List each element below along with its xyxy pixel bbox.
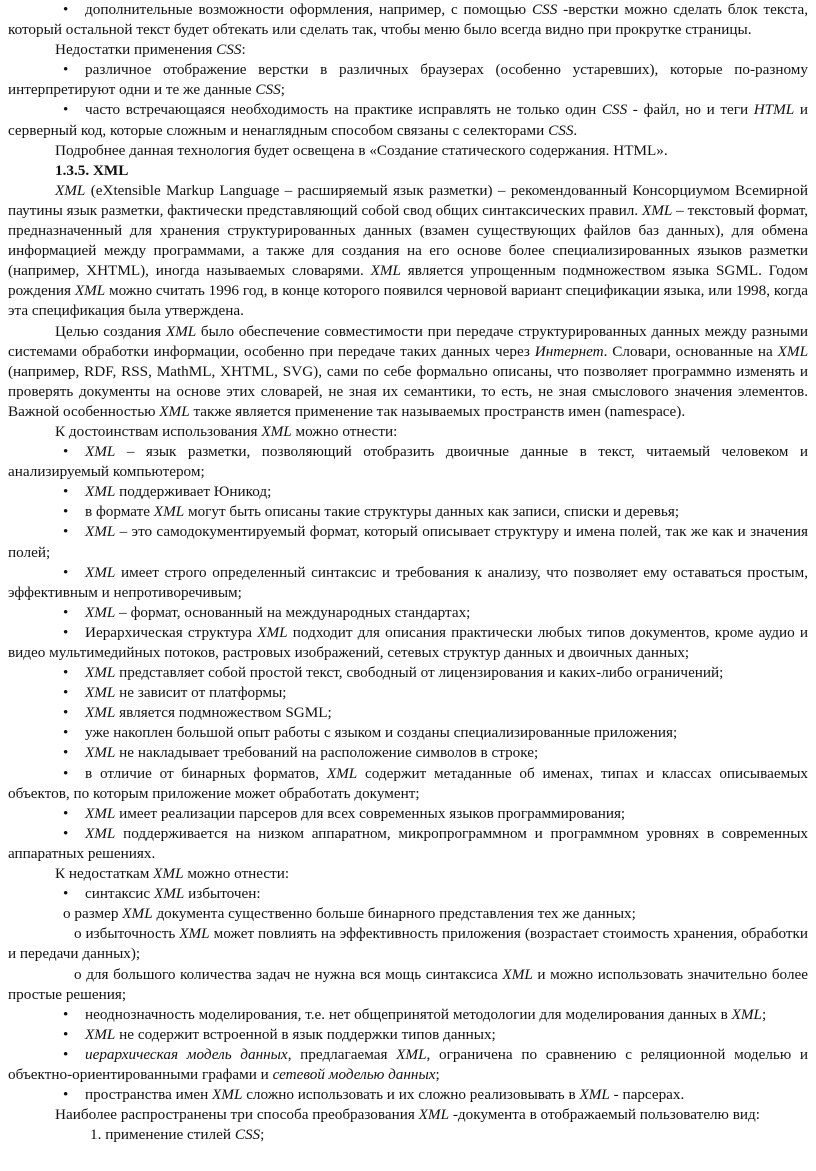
advantage-item: • в формате XML могут быть описаны такие структуры данных как записи, списки и деревья; (8, 502, 808, 522)
advantage-item: • XML представляет собой простой текст, свободный от лицензирования и каких-либо ограничений; (8, 663, 808, 683)
numbered-item-1: 1. применение стилей CSS; (90, 1126, 265, 1144)
advantage-item: • XML имеет строго определенный синтаксис и требования к анализу, что позволяет ему оставаться простым, эффективным и непротиворечивым; (8, 563, 808, 601)
bullet-item-browsers: • различное отображение верстки в различных браузерах (особенно устаревших), которые по-разному интерпретируют одни и те же данные CSS; (8, 61, 808, 99)
bullet-item-namespaces: • пространства имен XML сложно использовать и их сложно реализовывать в XML - парсерах. (8, 1085, 808, 1105)
paragraph-css-drawbacks: Недостатки применения CSS: (55, 41, 246, 59)
paragraph-disadvantages-intro: К недостаткам XML можно отнести: (55, 865, 290, 883)
bullet-icon: • (63, 563, 69, 581)
advantage-item: • XML имеет реализации парсеров для всех современных языков программирования; (8, 804, 808, 824)
advantage-item: • XML – это самодокументируемый формат, который описывает структуру и имена полей, так же как и значения полей; (8, 523, 808, 561)
bullet-icon: • (63, 1045, 69, 1063)
bullet-icon: • (63, 664, 69, 682)
bullet-icon: • (63, 523, 69, 541)
paragraph-advantages-intro: К достоинствам использования XML можно отнести: (55, 422, 398, 440)
advantage-item: • XML поддерживается на низком аппаратном, микропрограммном и программном уровнях в современных аппаратных решениях. (8, 824, 808, 862)
advantage-item: • XML является подмножеством SGML; (8, 703, 808, 723)
bullet-item-fix-files: • часто встречающаяся необходимость на практике исправлять не только один CSS - файл, но и теги HTML и серверный код, которые сложным и ненаглядным способом связаны с селекторами CSS. (8, 101, 808, 139)
sub-bullet-icon: o (74, 925, 82, 943)
bullet-icon: • (63, 603, 69, 621)
advantage-item: • XML – язык разметки, позволяющий отобразить двоичные данные в текст, читаемый человеком и анализируемый компьютером; (8, 443, 808, 481)
bullet-icon: • (63, 764, 69, 782)
sub-item-power: o для большого количества задач не нужна вся мощь синтаксиса XML и можно использовать значительно более простые решения; (8, 965, 809, 1003)
bullet-icon: • (63, 704, 69, 722)
bullet-icon: • (63, 1025, 69, 1043)
bullet-icon: • (63, 1, 69, 18)
bullet-icon: • (63, 744, 69, 762)
bullet-item-css-feature: • дополнительные возможности оформления, например, с помощью CSS -верстки можно сделать блок текста, который остальной текст будет обтекать или сделать так, чтобы меню было всегда видно при прокрутке страницы. (8, 1, 809, 39)
advantage-item: • XML не зависит от платформы; (8, 683, 808, 703)
bullet-icon: • (63, 804, 69, 822)
bullet-item-syntax: • синтаксис XML избыточен: (8, 884, 808, 904)
advantage-item: • уже накоплен большой опыт работы с языком и созданы специализированные приложения; (8, 723, 808, 743)
bullet-icon: • (63, 684, 69, 702)
advantage-item: • Иерархическая структура XML подходит для описания практически любых типов документов, кроме аудио и видео мультимедийных потоков, растровых изображений, сетевых структур данных и двоичных данных; (8, 623, 808, 661)
paragraph-xml-definition: XML (eXtensible Markup Language – расширяемый язык разметки) – рекомендованный Консорциумом Всемирной паутины язык разметки, фактически представляющий собой свод общих синтаксических правил. XML – текстовый формат, предназначенный для хранения структурированных данных (взамен существующих файлов баз данных), для обмена информацией между программами, а также для создания на его основе более специализированных языков разметки (например, XHTML), иногда называемых словарями. XML является упрощенным подмножеством языка SGML. Годом рождения XML можно считать 1996 год, в конце которого появился черновой вариант спецификации языка, или 1998, когда эта спецификация была утверждена. (8, 181, 809, 320)
bullet-icon: • (63, 1086, 69, 1104)
bullet-item-types: • XML не содержит встроенной в язык поддержки типов данных; (8, 1025, 808, 1045)
bullet-icon: • (63, 1005, 69, 1023)
advantage-item: • XML поддерживает Юникод; (8, 482, 808, 502)
bullet-item-hierarchy: • иерархическая модель данных, предлагаемая XML, ограничена по сравнению с реляционной моделью и объектно-ориентированными графами и сетевой моделью данных; (8, 1045, 808, 1083)
bullet-icon: • (63, 503, 69, 521)
bullet-icon: • (63, 724, 69, 742)
bullet-icon: • (63, 101, 69, 119)
bullet-icon: • (63, 61, 69, 79)
bullet-item-ambiguity: • неоднозначность моделирования, т.е. нет общепринятой методологии для моделирования данных в XML; (8, 1005, 808, 1025)
advantage-item: • в отличие от бинарных форматов, XML содержит метаданные об именах, типах и классах описываемых объектов, по которым приложение может обработать документ; (8, 764, 808, 802)
paragraph-xml-purpose: Целью создания XML было обеспечение совместимости при передаче структурированных данных между разными системами обработки информации, особенно при передаче таких данных через Интернет. Словари, основанные на XML (например, RDF, RSS, MathML, XHTML, SVG), сами по себе формально описаны, что позволяет программно изменять и проверять документы на основе этих словарей, не зная их семантики, то есть, не зная смыслового значения элементов. Важной особенностью XML также является применение так называемых пространств имен (namespace). (8, 322, 809, 420)
advantages-list (8, 442, 808, 864)
bullet-icon: • (63, 483, 69, 501)
sub-bullet-icon: o (63, 905, 71, 923)
advantage-item: • XML – формат, основанный на международных стандартах; (8, 603, 808, 623)
bullet-icon: • (63, 885, 69, 903)
paragraph-transform-methods: Наиболее распространены три способа преобразования XML -документа в отображаемый пользователю вид: (55, 1106, 760, 1124)
section-heading: 1.3.5. XML (55, 161, 129, 179)
bullet-icon: • (63, 824, 69, 842)
paragraph-more-info: Подробнее данная технология будет освещена в «Создание статического содержания. HTML». (55, 141, 668, 159)
sub-item-size: o размер XML документа существенно больше бинарного представления тех же данных; (63, 905, 636, 923)
bullet-icon: • (63, 623, 69, 641)
sub-bullet-icon: o (74, 965, 82, 983)
sub-item-redundancy: o избыточность XML может повлиять на эффективность приложения (возрастает стоимость хранения, обработки и передачи данных); (8, 925, 808, 963)
advantage-item: • XML не накладывает требований на расположение символов в строке; (8, 743, 808, 763)
bullet-icon: • (63, 443, 69, 461)
